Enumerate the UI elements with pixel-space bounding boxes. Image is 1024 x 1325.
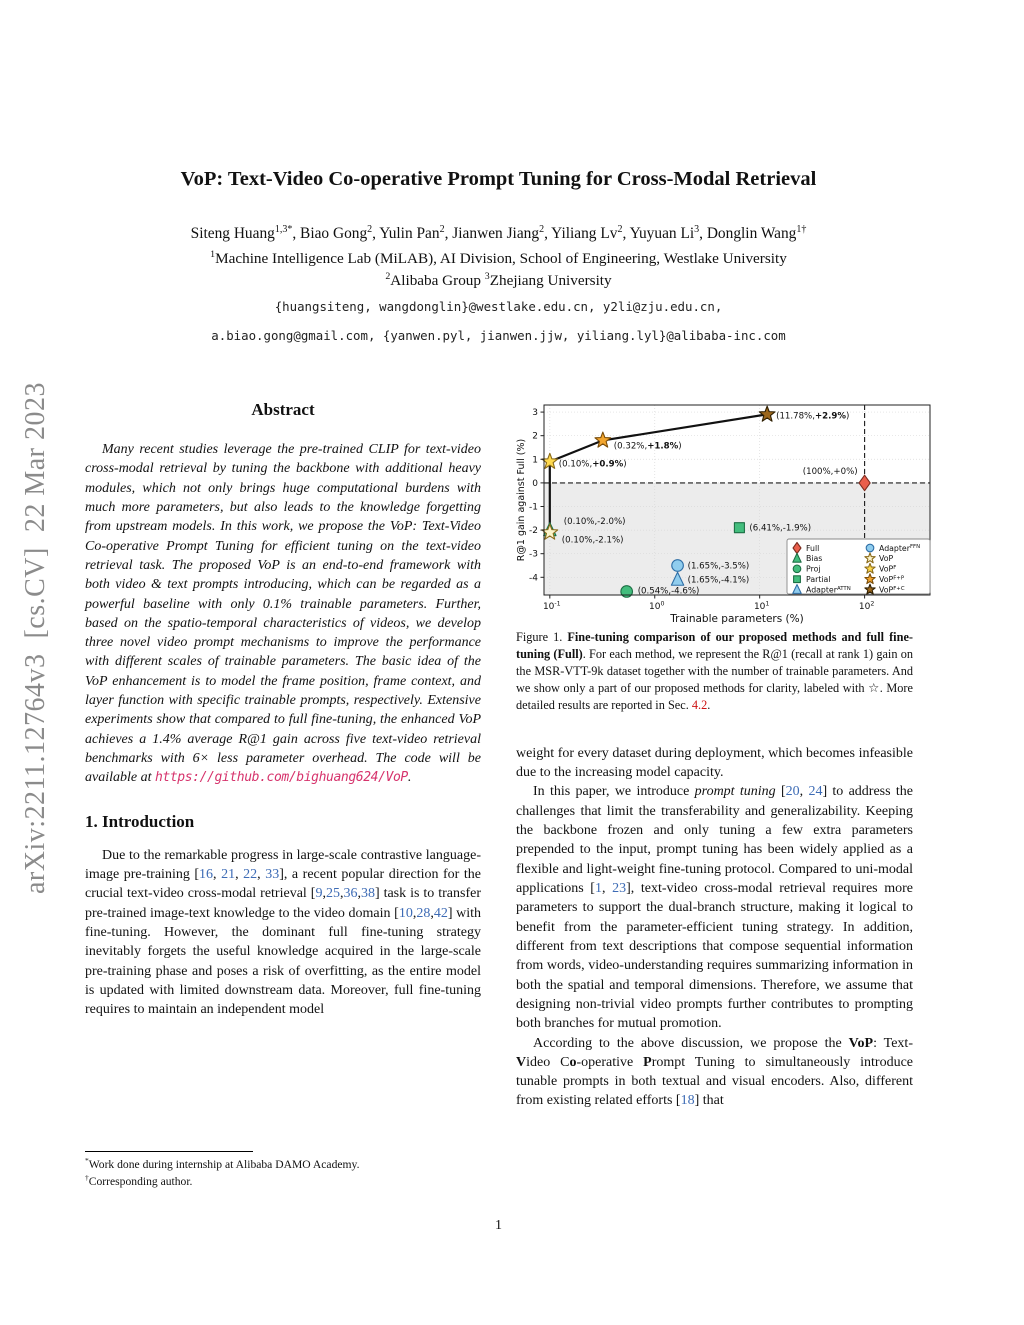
text-segment: ideo C: [526, 1054, 570, 1070]
text-segment: , Biao Gong: [292, 225, 368, 242]
text-segment: 1: [210, 248, 216, 260]
citation-link[interactable]: 24: [808, 784, 823, 800]
legend-entry-label: VoP$^F$: [879, 564, 897, 574]
text-segment: In this paper, we introduce: [533, 784, 695, 800]
text-segment: [: [775, 784, 786, 800]
legend-entry-label: VoP: [879, 554, 894, 564]
footnote-internship: [85, 1157, 481, 1174]
text-segment: 1,3*: [274, 223, 293, 235]
affiliation-line-1: [85, 250, 912, 268]
text-segment: ] with fine-tuning. However, the dominant full fine-tuning strategy inevitably forgets the useful knowledge acquired in the large-scale pre-training phase and poses a risk of overfitting, as the entire model is updated with limited downstream data. Moreover, full fine-tuning requires to maintain an independent model: [85, 905, 481, 1018]
x-tick-label: $10^2$: [858, 600, 875, 612]
text-segment: -operative: [576, 1054, 644, 1070]
text-segment: 1†: [796, 223, 807, 235]
text-segment: ], a recent popular direction for the crucial text-video cross-modal retrieval [: [85, 866, 481, 902]
label-Proj: (0.54%,-4.6%): [637, 586, 700, 597]
citation-link[interactable]: 21: [221, 866, 236, 882]
text-segment: ,: [339, 886, 344, 902]
text-segment: Zhejiang University: [489, 272, 612, 289]
rc-paragraph-2: [516, 782, 913, 1033]
text-segment: ,: [213, 866, 222, 882]
right-column: [516, 395, 936, 1111]
legend-entry-label: Proj: [806, 564, 821, 574]
paper-title: VoP: Text-Video Co-operative Prompt Tuning for Cross-Modal Retrieval: [180, 168, 817, 190]
text-segment: ,: [412, 905, 417, 921]
text-segment: 2: [539, 223, 545, 235]
text-segment: ,: [430, 905, 434, 921]
text-segment: 2: [367, 223, 373, 235]
text-segment: ,: [357, 886, 361, 902]
legend-entry-label: Bias: [806, 554, 823, 564]
rc-paragraph-1: weight for every dataset during deployment, which becomes infeasible due to the increasing model capacity.: [516, 745, 913, 781]
x-axis-label: Trainable parameters (%): [670, 613, 804, 625]
text-segment: ,: [257, 866, 266, 882]
text-segment: prompt tuning: [694, 784, 776, 800]
text-segment: o: [569, 1054, 577, 1070]
point-Partial: [734, 523, 744, 533]
citation-link[interactable]: 22: [243, 866, 258, 882]
text-segment: Work done during internship at Alibaba DAMO Academy.: [88, 1158, 360, 1171]
introduction-paragraph: [85, 846, 481, 1020]
legend-entry-label: Adapter$^{ATTN}$: [806, 585, 851, 595]
authors-line: [85, 225, 912, 243]
text-segment: , Jianwen Jiang: [444, 225, 540, 242]
footnote-rule: [85, 1151, 253, 1152]
text-segment: . For each method, we represent the R@1 (recall at rank 1) gain on the MSR-VTT-9k dataset together with the number of trainable parameters. And we show only a part of our proposed methods for clarity, labeled with ☆. More detailed results are reported in Sec.: [516, 646, 913, 712]
citation-link[interactable]: 25: [325, 886, 340, 902]
citation-link[interactable]: 9: [315, 886, 323, 902]
point-VoPF+C: [759, 406, 775, 421]
text-segment: ,: [322, 886, 326, 902]
text-segment: ] task is to transfer pre-trained image-text knowledge to the video domain [: [85, 886, 481, 921]
affiliation-line-2: [85, 272, 912, 290]
label-VoPF: (0.10%,+0.9%): [558, 459, 627, 470]
text-segment: 2: [385, 270, 391, 282]
citation-link[interactable]: 42: [433, 905, 448, 921]
text-segment: Many recent studies leverage the pre-trained CLIP for text-video cross-modal retrieval by tuning the backbone with additional heavy modules, which not only brings huge computational burdens with much more parameters, but also leads to the knowledge forgetting from upstream models. In this work, we propose the VoP: Text-Video Co-operative Prompt Tuning for efficient tuning on the text-video retrieval task. The proposed VoP is an end-to-end framework with both video & text prompts introducing, which can be regarded as a powerful baseline with only 0.1% trainable parameters. Further, based on the spatio-temporal characteristics of videos, we develop three novel video prompt mechanisms to improve the performance with different scales of trainable parameters. The basic idea of the VoP enhancement is to model the frame position, frame context, and layer function with specific trainable prompts, respectively. Extensive experiments show that compared to full fine-tuning, the enhanced VoP achieves a 1.4% average R@1 gain across five text-video retrieval benchmarks with 6× less parameter overhead. The code will be available at: [85, 442, 481, 786]
label-Full: (100%,+0%): [802, 466, 858, 477]
label-VoPF+P: (0.32%,+1.8%): [613, 441, 682, 452]
text-segment: 3: [484, 270, 490, 282]
y-tick-label: -3: [529, 549, 538, 560]
text-segment: 2: [617, 223, 623, 235]
citation-link[interactable]: 28: [416, 905, 431, 921]
text-segment: ,: [799, 784, 809, 800]
text-segment: Due to the remarkable progress in large-scale contrastive language-image pre-training [: [85, 847, 481, 882]
text-segment: 2: [439, 223, 445, 235]
text-segment: ,: [235, 866, 244, 882]
text-segment: P: [643, 1054, 652, 1070]
label-AdapterFFN: (1.65%,-3.5%): [687, 561, 750, 572]
point-Proj: [621, 586, 633, 598]
abstract-text: [85, 440, 481, 788]
y-tick-label: -2: [529, 526, 538, 537]
text-segment: *: [85, 1156, 89, 1166]
label-VoPF+C: (11.78%,+2.9%): [776, 411, 850, 422]
text-segment: ] that: [694, 1093, 724, 1109]
text-segment: , Yuyuan Li: [622, 225, 695, 242]
y-tick-label: 3: [532, 408, 538, 419]
text-segment: Fine-tuning comparison of our proposed methods and full fine-tuning (Full): [516, 630, 913, 661]
text-segment: †: [85, 1172, 89, 1182]
text-segment: : Text-: [873, 1035, 913, 1051]
emails-line-2: a.biao.gong@gmail.com, {yanwen.pyl, jianwen.jjw, yiliang.lyl}@alibaba-inc.com: [211, 328, 786, 344]
text-segment: V: [516, 1054, 527, 1070]
legend-entry-label: VoP$^{F+C}$: [879, 585, 905, 595]
citation-link[interactable]: 18: [680, 1093, 695, 1109]
paper-header: [85, 168, 912, 348]
legend-entry-label: Full: [806, 543, 820, 553]
citation-link[interactable]: 38: [360, 886, 375, 902]
y-tick-label: -1: [529, 502, 538, 513]
citation-link[interactable]: 16: [199, 866, 214, 882]
legend-entry-label: VoP$^{F+P}$: [879, 575, 905, 584]
label-AdapterATTN: (1.65%,-4.1%): [687, 575, 750, 586]
label-Partial: (6.41%,-1.9%): [749, 523, 812, 534]
text-segment: ,: [601, 881, 613, 897]
code-url-link[interactable]: https://github.com/bighuang624/VoP: [155, 770, 408, 786]
text-segment: .: [707, 697, 711, 712]
citation-link[interactable]: 10: [398, 905, 413, 921]
citation-link[interactable]: 33: [265, 866, 280, 882]
arxiv-watermark: arXiv:2211.12764v3 [cs.CV] 22 Mar 2023: [20, 382, 51, 895]
footnote-corresponding: [85, 1174, 481, 1191]
text-segment: Corresponding author.: [88, 1174, 193, 1188]
citation-link[interactable]: 20: [785, 784, 800, 800]
footnote-block: [85, 1151, 481, 1191]
text-segment: ], text-video cross-modal retrieval requires more parameters to support the dual-branch structure, making it logical to benefit from the parameter-efficient tuning strategy. In addition, different from text descriptions that compose sequential information from words, video-understanding requires summarizing information in both the spatial and temporal dimensions. Therefore, we assume that designing non-trivial video prompts further contributes to prompting both branches for mutual promotion.: [516, 881, 914, 1032]
point-VoPF+P: [595, 432, 611, 447]
y-tick-label: 2: [532, 431, 538, 442]
text-segment: .: [407, 770, 412, 786]
text-segment: According to the above discussion, we propose the: [533, 1035, 849, 1051]
introduction-heading: 1. Introduction: [85, 811, 195, 831]
x-tick-label: $10^{-1}$: [542, 600, 561, 612]
text-segment: , Donglin Wang: [699, 225, 797, 242]
legend-entry-label: Partial: [806, 575, 831, 584]
section-ref-link[interactable]: 4.2: [691, 697, 708, 712]
figure1-caption: [516, 629, 913, 714]
text-segment: , Yulin Pan: [372, 225, 440, 242]
x-tick-label: $10^1$: [753, 600, 770, 612]
text-segment: , Yiliang Lv: [544, 225, 618, 242]
citation-link[interactable]: 1: [594, 881, 602, 897]
text-segment: VoP: [848, 1035, 874, 1051]
text-segment: Figure 1.: [516, 630, 568, 644]
text-segment: 3: [694, 223, 700, 235]
page-number: 1: [495, 1218, 502, 1233]
text-segment: ] to address the challenges that limit the transferability and generalizability. Keeping the backbone frozen and only tuning a few extra parameters prepended to the input, prompt tuning has been widely applied as a flexible and light-weight fine-tuning protocol. Compared to uni-modal applications [: [516, 784, 913, 897]
rc-paragraph-3: [516, 1034, 913, 1111]
abstract-heading: Abstract: [251, 400, 315, 419]
text-segment: rompt Tuning to simultaneously introduce tunable prompts in both textual and visual encoders. Also, different from existing related efforts [: [516, 1054, 913, 1109]
emails-line-1: {huangsiteng, wangdonglin}@westlake.edu.cn, y2li@zju.edu.cn,: [274, 299, 723, 314]
label-VoP: (0.10%,-2.1%): [561, 535, 624, 546]
text-segment: Alibaba Group: [390, 272, 485, 289]
citation-link[interactable]: 23: [612, 881, 627, 897]
point-AdapterFFN: [672, 560, 684, 572]
label-Bias: (0.10%,-2.0%): [563, 517, 626, 528]
citation-link[interactable]: 36: [343, 886, 358, 902]
text-segment: Siteng Huang: [190, 225, 275, 242]
y-tick-label: -4: [529, 573, 538, 584]
text-segment: Machine Intelligence Lab (MiLAB), AI Division, School of Engineering, Westlake University: [215, 250, 787, 267]
left-column: [85, 400, 481, 1019]
legend-entry-label: Adapter$^{FFN}$: [879, 543, 921, 553]
y-tick-label: 1: [532, 455, 538, 466]
y-tick-label: 0: [532, 478, 538, 489]
y-axis-label: R@1 gain against Full (%): [516, 438, 527, 562]
figure1-scatter-chart: [516, 395, 936, 625]
x-tick-label: $10^0$: [649, 600, 665, 612]
